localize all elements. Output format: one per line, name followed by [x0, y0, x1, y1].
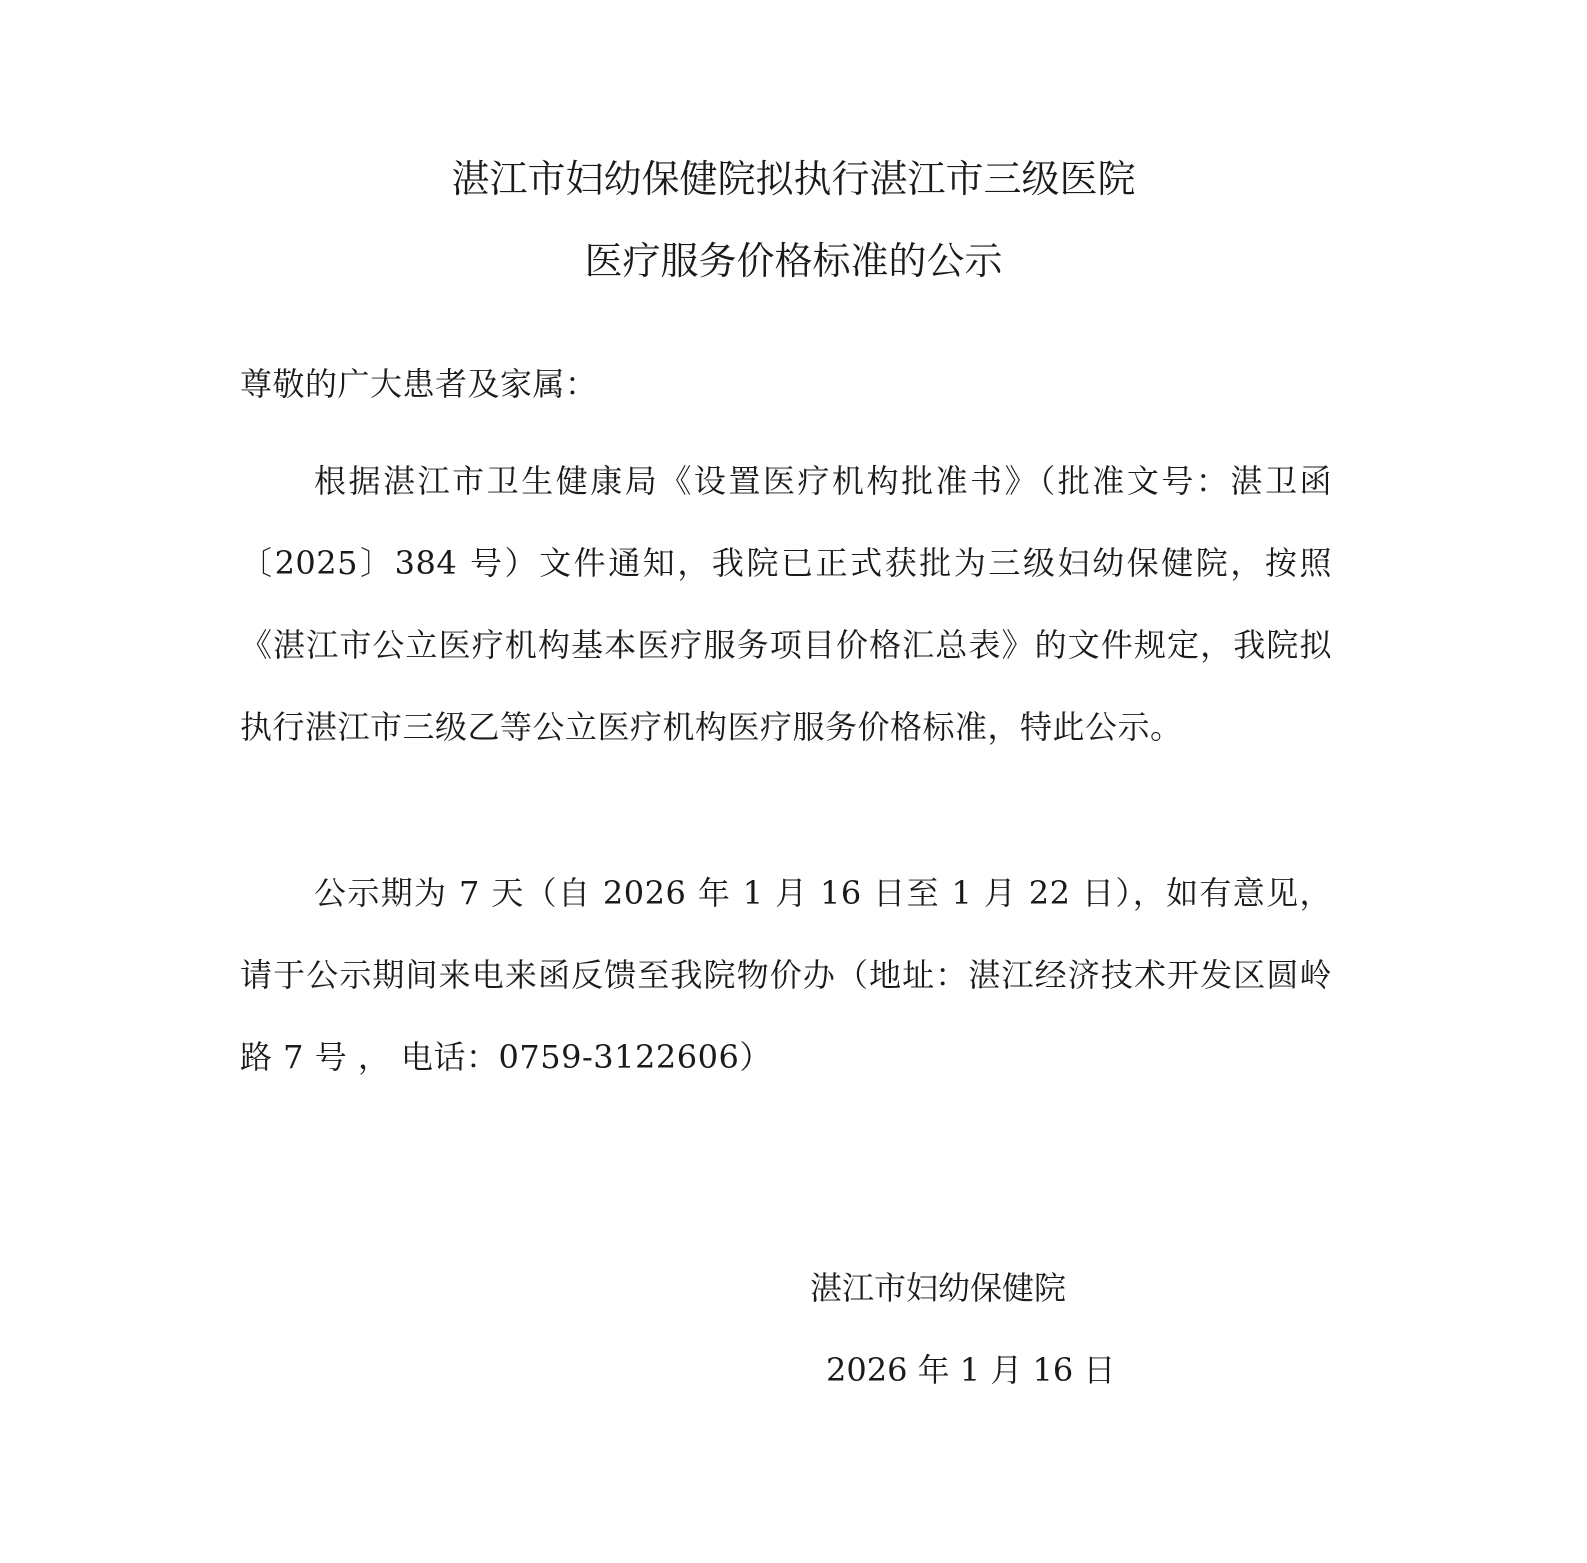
document-title-line-1: 湛江市妇幼保健院拟执行湛江市三级医院	[451, 157, 1136, 201]
signature-organization: 湛江市妇幼保健院	[810, 1269, 1067, 1307]
body-paragraph-1: 根据湛江市卫生健康局《设置医疗机构批准书》（批准文号：湛卫函〔2025〕384 号）文件通知，我院已正式获批为三级妇幼保健院，按照《湛江市公立医疗机构基本医疗服务项目价格汇总表》的文件规定，我院拟执行湛江市三级乙等公立医疗机构医疗服务价格标准，特此公示。	[240, 462, 1332, 746]
salutation: 尊敬的广大患者及家属：	[240, 365, 598, 403]
body-paragraph-2: 公示期为 7 天（自 2026 年 1 月 16 日至 1 月 22 日），如有意见，请于公示期间来电来函反馈至我院物价办（地址：湛江经济技术开发区圆岭路 7 号 ， 电话：0759-3122606）	[240, 874, 1332, 1076]
signature-date: 2026 年 1 月 16 日	[826, 1351, 1116, 1389]
document-title-line-2: 医疗服务价格标准的公示	[584, 239, 1003, 283]
